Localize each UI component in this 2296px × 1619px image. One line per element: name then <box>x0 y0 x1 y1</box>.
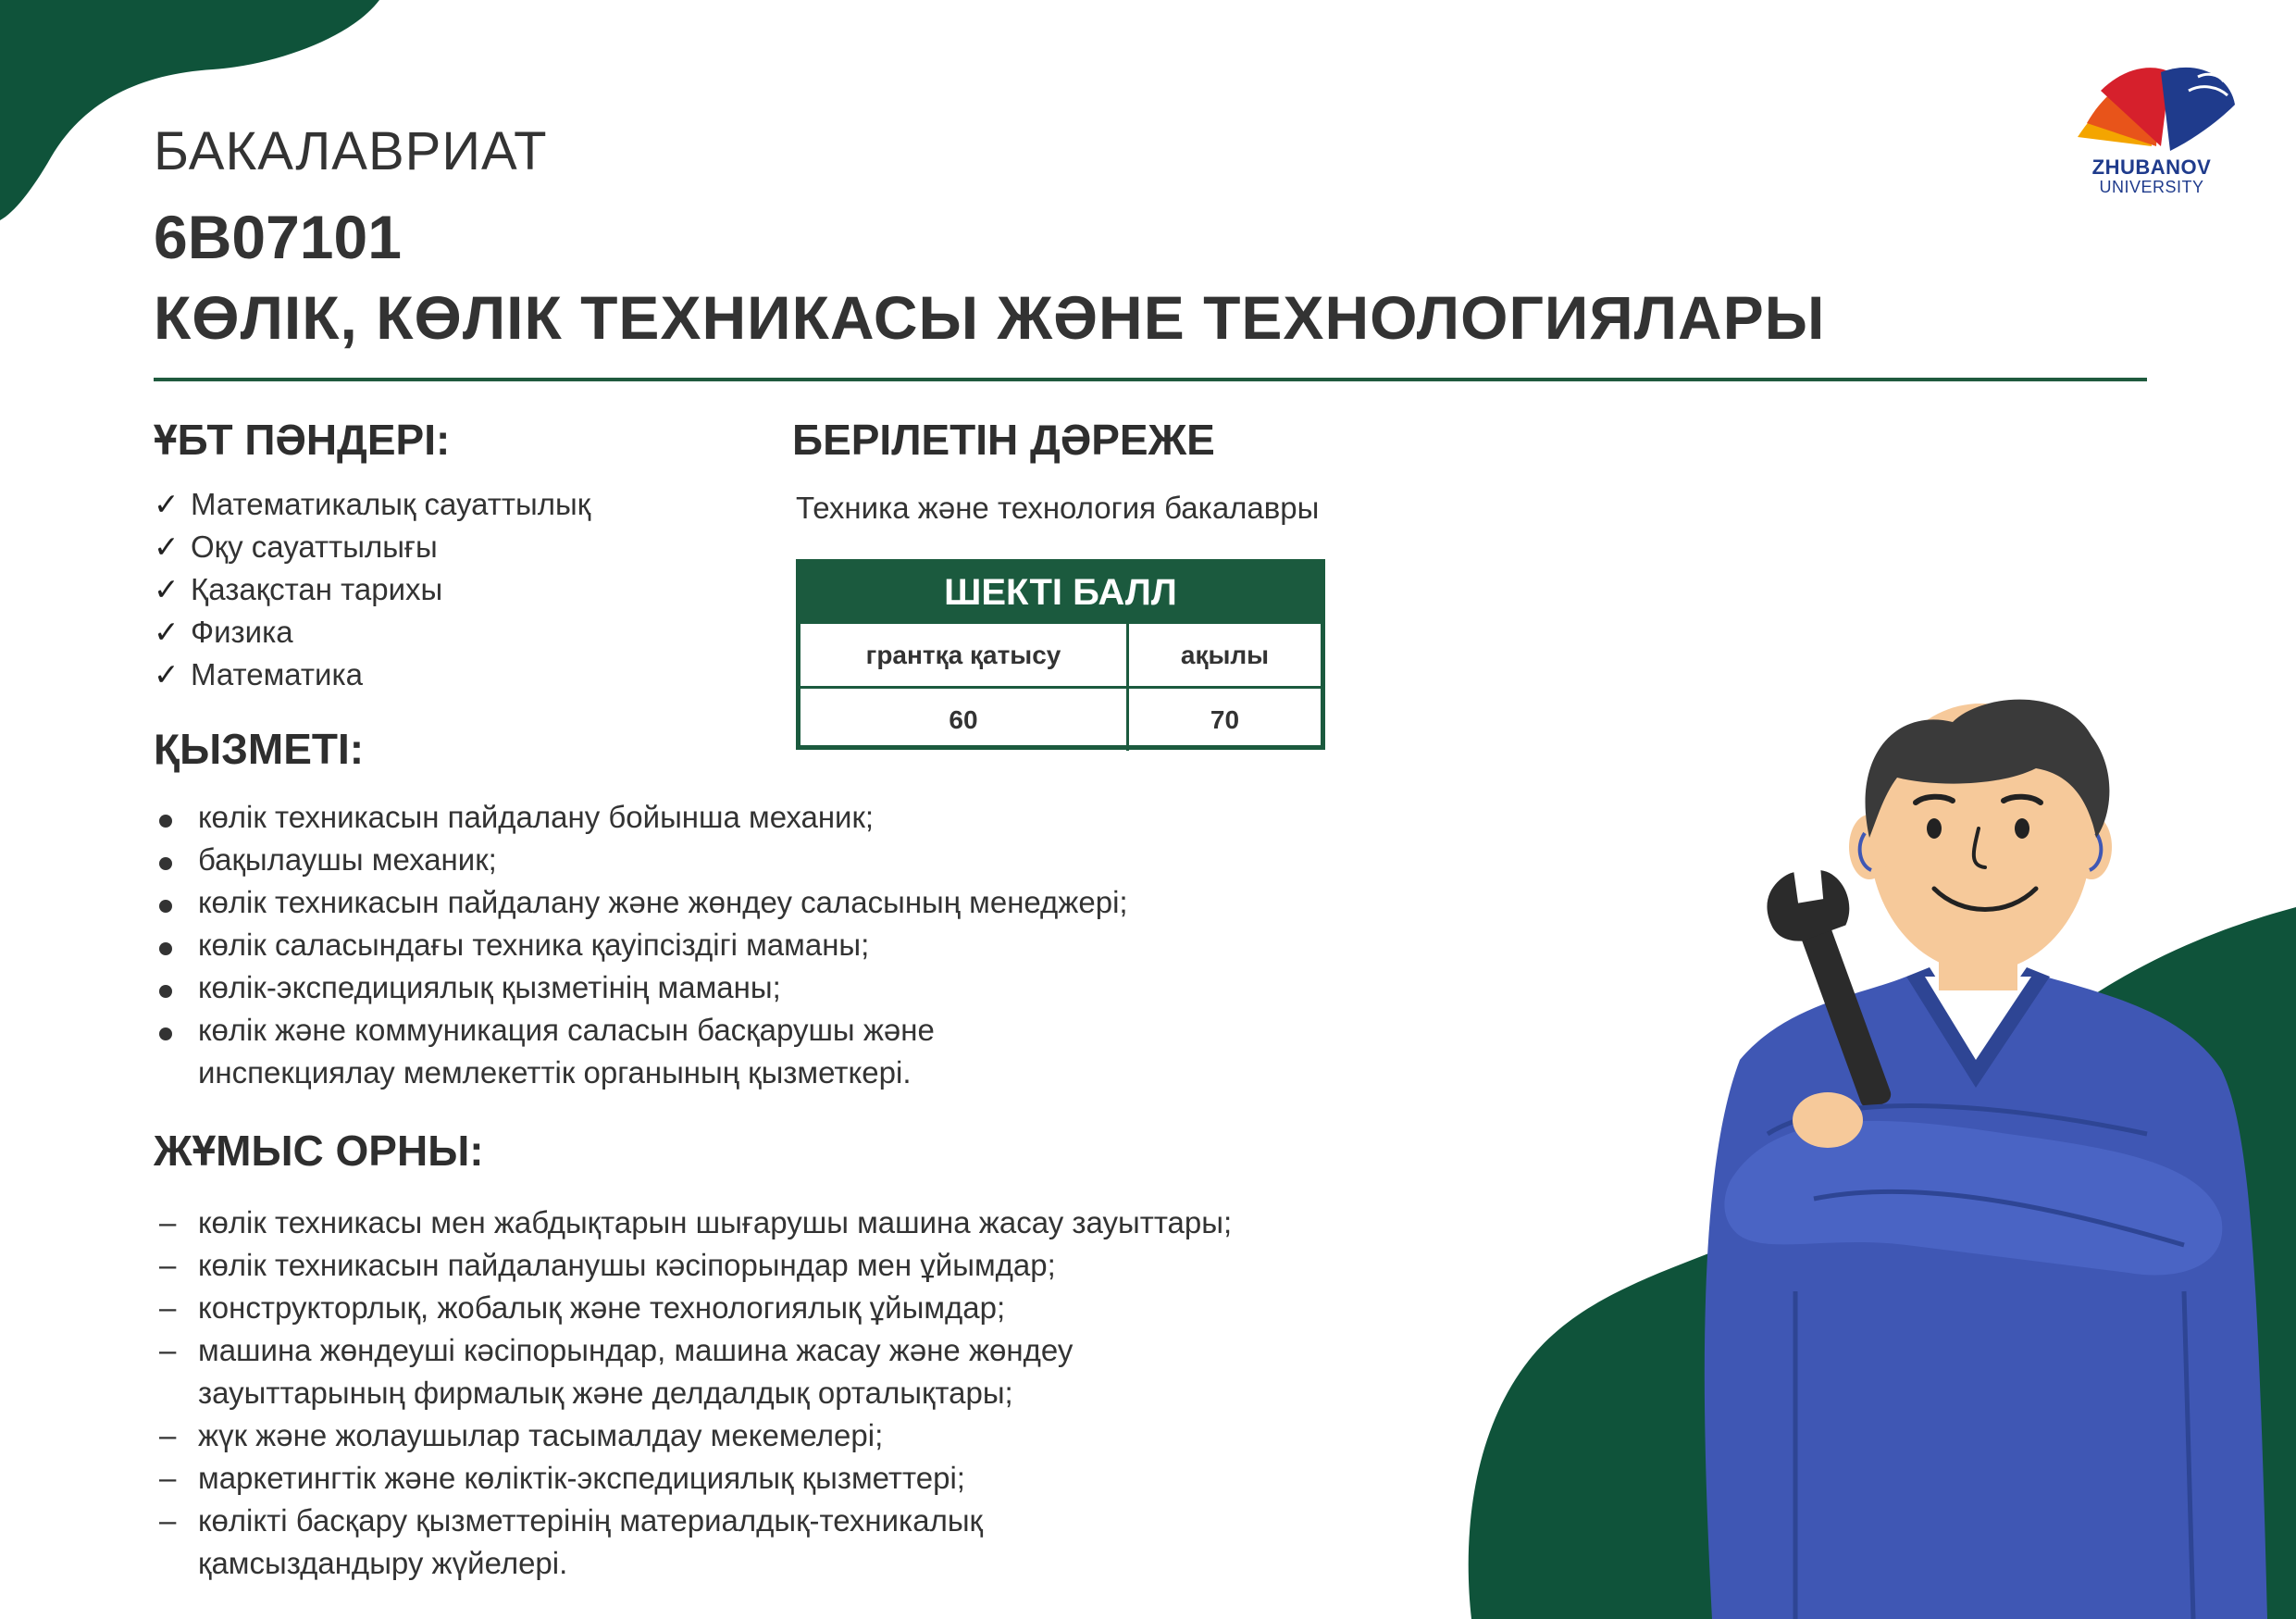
workplace-list <box>154 1202 1449 1585</box>
dash-icon: – <box>159 1461 177 1495</box>
score-header-row <box>800 621 1321 686</box>
dash-icon: – <box>159 1205 177 1239</box>
check-icon: ✓ <box>154 657 180 691</box>
check-icon: ✓ <box>154 529 180 564</box>
score-value-row <box>800 686 1321 751</box>
list-item: көлік техникасын пайдалану бойынша механик; <box>154 796 1449 839</box>
subjects-heading: ҰБТ ПӘНДЕРІ: <box>154 416 451 464</box>
bullet-icon <box>159 815 172 828</box>
decor-blob-top-left <box>0 0 389 227</box>
duties-heading: ҚЫЗМЕТІ: <box>154 725 365 773</box>
score-table-heading: ШЕКТІ БАЛЛ <box>800 564 1321 621</box>
score-table <box>796 559 1325 750</box>
list-item: ✓ Қазақстан тарихы <box>154 568 590 611</box>
check-icon: ✓ <box>154 487 180 521</box>
list-item: ✓ Физика <box>154 611 590 654</box>
dash-icon: – <box>159 1333 177 1367</box>
list-item: көлік және коммуникация саласын басқарушы және инспекциялау мемлекеттік органының қызметкері. <box>154 1009 1123 1094</box>
dash-icon: – <box>159 1418 177 1452</box>
program-title: КӨЛІК, КӨЛІК ТЕХНИКАСЫ ЖӘНЕ ТЕХНОЛОГИЯЛАРЫ <box>154 283 1826 352</box>
score-grant-value: 60 <box>800 689 1129 751</box>
list-item: ✓ Математика <box>154 654 590 696</box>
score-col-grant: грантқа қатысу <box>800 624 1129 686</box>
list-item: бақылаушы механик; <box>154 839 1449 881</box>
duties-list <box>154 796 1449 1094</box>
bullet-icon <box>159 942 172 955</box>
list-item: – конструкторлық, жобалық және технологиялық ұйымдар; <box>154 1287 1449 1329</box>
mechanic-illustration <box>1629 699 2295 1619</box>
bullet-icon <box>159 900 172 913</box>
header-divider <box>154 378 2147 381</box>
workplace-heading: ЖҰМЫС ОРНЫ: <box>154 1127 484 1175</box>
logo-emblem-icon <box>2059 54 2244 156</box>
list-item: көлік саласындағы техника қауіпсіздігі маманы; <box>154 924 1449 966</box>
list-item: – көлік техникасын пайдаланушы кәсіпорындар мен ұйымдар; <box>154 1244 1449 1287</box>
list-item: ✓ Оқу сауаттылығы <box>154 526 590 568</box>
list-item: көлік-экспедициялық қызметінің маманы; <box>154 966 1449 1009</box>
logo-sub: UNIVERSITY <box>2099 178 2204 196</box>
list-item: – жүк және жолаушылар тасымалдау мекемелері; <box>154 1414 1449 1457</box>
dash-icon: – <box>159 1248 177 1282</box>
check-icon: ✓ <box>154 572 180 606</box>
list-item: ✓ Математикалық сауаттылық <box>154 483 590 526</box>
score-paid-value: 70 <box>1210 705 1240 734</box>
dash-icon: – <box>159 1503 177 1538</box>
score-col-paid: ақылы <box>1180 641 1270 669</box>
program-code: 6B07101 <box>154 203 402 271</box>
list-item: көлік техникасын пайдалану және жөндеу саласының менеджері; <box>154 881 1449 924</box>
degree-value: Техника және технология бакалавры <box>796 491 1320 525</box>
subjects-list <box>154 483 590 696</box>
bullet-icon <box>159 985 172 998</box>
degree-heading: БЕРІЛЕТІН ДӘРЕЖЕ <box>792 416 1215 464</box>
bullet-icon <box>159 857 172 870</box>
list-item: – көлік техникасы мен жабдықтарын шығарушы машина жасау зауыттары; <box>154 1202 1449 1244</box>
logo-name: ZHUBANOV <box>2091 156 2212 179</box>
check-icon: ✓ <box>154 615 180 649</box>
university-logo <box>2059 54 2244 197</box>
bullet-icon <box>159 1027 172 1040</box>
list-item: – көлікті басқару қызметтерінің материалдық-техникалық қамсыздандыру жүйелері. <box>154 1500 1170 1585</box>
dash-icon: – <box>159 1290 177 1325</box>
list-item: – маркетингтік және көліктік-экспедициялық қызметтері; <box>154 1457 1449 1500</box>
program-level: БАКАЛАВРИАТ <box>154 121 548 181</box>
list-item: – машина жөндеуші кәсіпорындар, машина жасау және жөндеу зауыттарының фирмалық және делдалдық орталықтары; <box>154 1329 1262 1414</box>
